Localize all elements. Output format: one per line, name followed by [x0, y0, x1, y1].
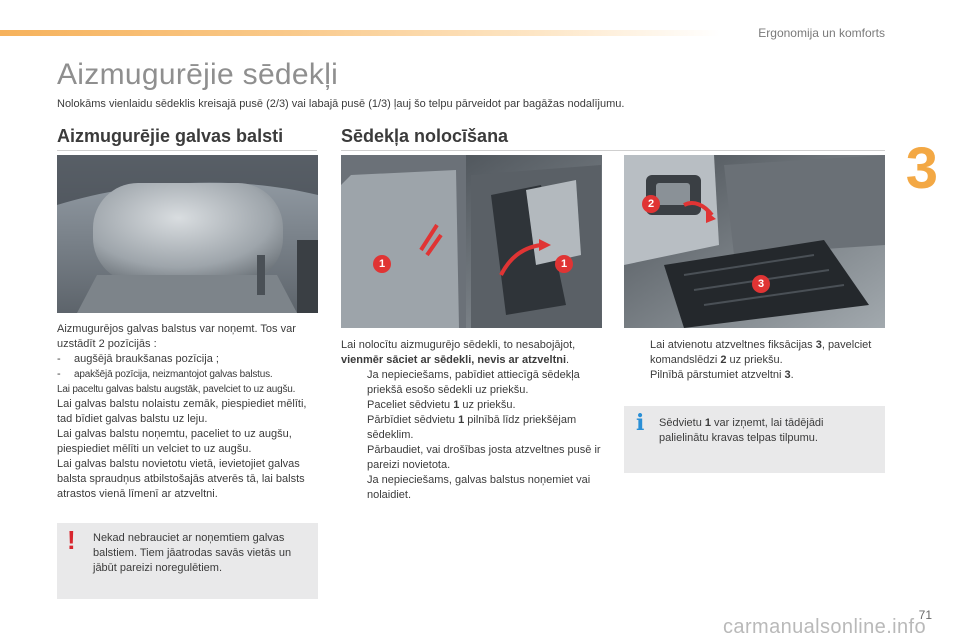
headrests-heading-rule: [57, 150, 317, 151]
page-subtitle: Nolokāms vienlaidu sēdeklis kreisajā pusē (2/3) vai labajā pusē (1/3) ļauj šo telpu pārveidot par bagāžas nodalījumu.: [57, 98, 625, 110]
callout-3: 3: [752, 275, 770, 293]
folding-heading: Sēdekļa nolocīšana: [341, 126, 509, 146]
section-header: Ergonomija un komforts: [758, 26, 885, 40]
callout-1-left: 1: [373, 255, 391, 273]
headrests-remove: Lai galvas balstu noņemtu, paceliet to uz augšu, piespiediet mēlīti un velciet to uz augšu.: [57, 428, 292, 455]
folding-step: Pilnībā pārstumiet atzveltni 3.: [650, 369, 794, 381]
info-icon: i: [636, 410, 645, 436]
backrest-fold-photo: [624, 155, 885, 328]
folding-heading-rule: [341, 150, 885, 151]
folding-step: Pārbīdiet sēdvietu 1 pilnībā līdz priekšējam sēdeklim.: [367, 414, 577, 441]
position-item: - augšējā braukšanas pozīcija ;: [57, 353, 219, 365]
position-item: - apakšējā pozīcija, neizmantojot galvas balstus.: [57, 368, 273, 380]
seat-lift-photo: [341, 155, 602, 328]
info-box: [624, 406, 885, 473]
headrests-text: [57, 322, 319, 502]
folding-step: Pārbaudiet, vai drošības josta atzveltnes pusē ir pareizi novietota.: [367, 444, 601, 471]
folding-text: [341, 338, 603, 503]
headrests-refit: Lai galvas balstu novietotu vietā, ievietojiet galvas balsta spraudņus atbilstošajās atverēs tā, lai balsts atrastos vienā līmenī ar atzveltni.: [57, 458, 305, 500]
info-text: Sēdvietu 1 var izņemt, lai tādējādi palielinātu kravas telpas tilpumu.: [659, 417, 824, 444]
chapter-number: 3: [905, 136, 938, 201]
page-number: 71: [918, 608, 932, 622]
folding-step: Paceliet sēdvietu 1 uz priekšu.: [367, 399, 516, 411]
folding-step: Lai atvienotu atzveltnes fiksācijas 3, pavelciet komandslēdzi 2 uz priekšu.: [650, 339, 872, 366]
headrests-intro: Aizmugurējos galvas balstus var noņemt. Tos var uzstādīt 2 pozīcijās :: [57, 323, 296, 350]
folding-step: Ja nepieciešams, pabīdiet attiecīgā sēdekļa priekšā esošo sēdekli uz priekšu.: [367, 369, 580, 396]
headrests-raise: Lai paceltu galvas balstu augstāk, pavelciet to uz augšu.: [57, 384, 296, 395]
warning-icon: !: [67, 525, 76, 555]
header-accent-bar: [0, 30, 720, 36]
callout-2: 2: [642, 195, 660, 213]
warning-box: [57, 523, 318, 599]
warning-text: Nekad nebrauciet ar noņemtiem galvas balstiem. Tiem jāatrodas savās vietās un jābūt pareizi noregulētiem.: [93, 532, 292, 574]
folding-step: Ja nepieciešams, galvas balstus noņemiet vai nolaidiet.: [367, 474, 591, 501]
folding-text-right: [624, 338, 886, 383]
callout-1-right: 1: [555, 255, 573, 273]
watermark: carmanualsonline.info: [723, 616, 926, 638]
folding-intro: Lai nolocītu aizmugurējo sēdekli, to nesabojājot, vienmēr sāciet ar sēdekli, nevis ar atzveltni.: [341, 339, 576, 366]
headrests-heading: Aizmugurējie galvas balsti: [57, 126, 284, 146]
page-title: Aizmugurējie sēdekļi: [57, 58, 339, 91]
headrests-lower: Lai galvas balstu nolaistu zemāk, piespiediet mēlīti, tad bīdiet galvas balstu uz leju.: [57, 398, 307, 425]
headrest-photo: [57, 155, 318, 313]
